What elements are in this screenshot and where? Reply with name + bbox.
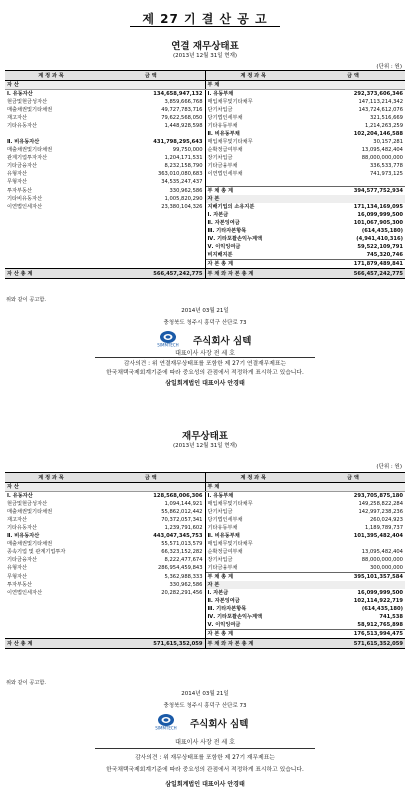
asset-amount: 1,239,791,602 — [164, 525, 203, 531]
asset-amount: 70,372,057,341 — [161, 517, 203, 523]
liability-equity-amount: 59,522,109,791 — [357, 244, 403, 250]
asset-amount: 1,448,928,598 — [164, 123, 203, 129]
liability-equity-account: 단기차입금 — [205, 508, 301, 516]
liability-equity-amount: 16,099,999,500 — [357, 212, 403, 218]
asset-account: 기타금융자산 — [7, 557, 38, 563]
liability-equity-amount: 88,000,000,000 — [361, 155, 403, 161]
liability-equity-amount: 395,101,357,584 — [301, 573, 405, 582]
table-row — [5, 235, 405, 243]
company-name: 주식회사 심텍 — [193, 336, 252, 347]
table-row — [5, 540, 405, 548]
asset-account — [5, 613, 97, 621]
asset-account — [5, 630, 97, 639]
header-account: 계 정 과 목 — [205, 473, 301, 483]
separate-unit-label: (단위 : 원) — [376, 464, 402, 470]
company-address-2: 충청북도 청주시 흥덕구 산단로 73 — [163, 703, 247, 709]
asset-account: 자 산 — [5, 483, 97, 492]
liability-equity-amount — [301, 540, 405, 548]
table-row — [5, 613, 405, 621]
table-row — [5, 556, 405, 564]
asset-amount: 128,568,006,306 — [153, 493, 203, 499]
asset-account: 종속기업 및 관계기업투자 — [7, 549, 66, 555]
table-row — [5, 621, 405, 630]
liability-equity-account: 부 채 총 계 — [205, 187, 301, 196]
asset-account: 기타금융자산 — [7, 163, 38, 169]
asset-amount: 79,622,568,050 — [161, 115, 203, 121]
total-assets-label: 자 산 총 계 — [5, 639, 97, 649]
liability-equity-account: Ⅱ. 비유동부채 — [205, 130, 301, 138]
liability-equity-account: 자 본 총 계 — [205, 260, 301, 269]
asset-account: 재고자산 — [7, 115, 28, 121]
consolidated-statement-title: 연결 재무상태표 — [171, 41, 239, 52]
liability-equity-account: Ⅲ. 기타자본항목 — [205, 227, 301, 235]
asset-account: 재고자산 — [7, 517, 28, 523]
liability-equity-amount: 101,067,905,300 — [353, 220, 403, 226]
asset-amount: 8,222,477,674 — [164, 557, 203, 563]
total-assets-amount: 571,615,352,059 — [97, 639, 205, 649]
asset-account — [5, 211, 97, 219]
liability-equity-amount: 745,320,746 — [366, 252, 403, 258]
divider-2 — [95, 748, 315, 749]
liability-equity-account: 당기법인세부채 — [205, 114, 301, 122]
asset-account: 무형자산 — [7, 573, 28, 580]
header-amount: 금 액 — [301, 71, 405, 81]
table-header-row — [5, 71, 405, 81]
liability-equity-amount: 1,189,789,737 — [365, 525, 403, 531]
audit-opinion-line1: 감사의견 : 위 연결재무상태표를 포함한 제 27기 연결재무제표는 — [123, 361, 287, 367]
asset-amount — [97, 243, 205, 251]
liability-equity-account: Ⅰ. 자본금 — [205, 211, 301, 219]
liability-equity-amount: 171,879,489,841 — [301, 260, 405, 269]
asset-account: Ⅱ. 비유동자산 — [7, 533, 40, 539]
asset-amount: 330,962,586 — [169, 187, 203, 194]
table-row — [5, 211, 405, 219]
table-row — [5, 178, 405, 187]
liability-equity-amount — [301, 178, 405, 187]
table-row — [5, 114, 405, 122]
liability-equity-amount: 101,395,482,404 — [353, 533, 403, 539]
company-logo-2 — [146, 713, 186, 735]
table-row — [5, 90, 405, 99]
liability-equity-amount: 293,705,875,180 — [353, 493, 403, 499]
header-amount: 금 액 — [97, 473, 205, 483]
liability-equity-account: 매입채무및기타채무 — [205, 500, 301, 508]
liability-equity-account: 매입채무및기타채무 — [205, 98, 301, 106]
asset-account: Ⅰ. 유동자산 — [7, 493, 33, 499]
liability-equity-amount: 394,577,752,934 — [301, 187, 405, 196]
separate-balance-sheet-table — [5, 472, 405, 649]
liability-equity-amount: 292,373,606,346 — [353, 91, 403, 97]
liability-equity-account: 장기차입금 — [205, 154, 301, 162]
liability-equity-amount: 58,912,765,898 — [357, 622, 403, 628]
asset-amount — [97, 597, 205, 605]
asset-amount — [97, 630, 205, 639]
asset-account: 기타유동자산 — [7, 525, 38, 531]
asset-amount: 330,962,586 — [169, 582, 203, 588]
asset-amount: 23,380,104,326 — [161, 204, 203, 210]
total-liabilities-equity-label: 부 채 와 자 본 총 계 — [205, 639, 301, 649]
asset-amount: 3,859,666,768 — [164, 99, 203, 105]
table-row — [5, 227, 405, 235]
asset-account: 투자부동산 — [7, 187, 33, 194]
liability-equity-amount: 147,113,214,342 — [358, 99, 403, 105]
asset-account — [5, 130, 97, 138]
liability-equity-amount: (614,435,180) — [361, 228, 403, 234]
ceo-name: 대표이사 사장 전 세 호 — [175, 350, 235, 357]
liability-equity-amount: 13,095,482,404 — [361, 147, 403, 153]
liability-equity-account: Ⅰ. 유동부채 — [205, 90, 301, 99]
asset-amount: 34,535,247,437 — [161, 179, 203, 186]
total-liabilities-equity-amount: 566,457,242,775 — [301, 269, 405, 279]
liability-equity-account: Ⅲ. 기타자본항목 — [205, 605, 301, 613]
liability-equity-account: 장기차입금 — [205, 556, 301, 564]
asset-amount: 55,862,012,442 — [161, 509, 203, 515]
liability-equity-account: Ⅱ. 자본잉여금 — [205, 219, 301, 227]
liability-equity-amount: 741,973,125 — [369, 171, 403, 177]
audit-opinion-2-line2: 한국채택국제회계기준에 따라 중요성의 관점에서 적정하게 표시하고 있습니다. — [106, 767, 304, 773]
asset-account: 유형자산 — [7, 171, 28, 177]
liability-equity-amount: 1,214,263,259 — [365, 123, 403, 129]
asset-account — [5, 235, 97, 243]
table-row — [5, 98, 405, 106]
liability-equity-amount: 13,095,482,404 — [361, 549, 403, 555]
table-row — [5, 130, 405, 138]
asset-account: 무형자산 — [7, 179, 28, 186]
liability-equity-account: 순확정급여부채 — [205, 146, 301, 154]
asset-account: 기타비유동자산 — [7, 196, 43, 202]
liability-equity-account: Ⅱ. 비유동부채 — [205, 532, 301, 540]
table-total-row — [5, 269, 405, 279]
asset-amount: 1,204,171,531 — [164, 155, 203, 161]
asset-account: 현금및현금성자산 — [7, 501, 48, 507]
total-liabilities-equity-amount: 571,615,352,059 — [301, 639, 405, 649]
table-row — [5, 605, 405, 613]
asset-amount: 20,282,291,456 — [161, 590, 203, 596]
liability-equity-account: 이연법인세부채 — [205, 170, 301, 178]
asset-amount — [97, 130, 205, 138]
asset-account — [5, 260, 97, 269]
header-account: 계 정 과 목 — [5, 473, 97, 483]
announcement-date-2: 2014년 03월 21일 — [181, 691, 229, 697]
asset-amount: 8,232,158,790 — [164, 163, 203, 169]
asset-amount — [97, 613, 205, 621]
liability-equity-amount: (614,435,180) — [361, 606, 403, 612]
asset-amount: 99,750,000 — [172, 147, 203, 153]
company-name-2: 주식회사 심텍 — [190, 719, 249, 730]
total-assets-label: 자 산 총 계 — [5, 269, 97, 279]
liability-equity-account: Ⅰ. 유동부채 — [205, 492, 301, 501]
announcement-note-2: 위와 같이 공고함. — [6, 680, 47, 686]
liability-equity-account: 기타유동부채 — [205, 122, 301, 130]
asset-account: 이연법인세자산 — [7, 204, 43, 210]
asset-amount — [97, 227, 205, 235]
liability-equity-amount: 300,000,000 — [369, 565, 403, 571]
table-row — [5, 548, 405, 556]
table-row — [5, 251, 405, 260]
svg-text:SIMMTECH: SIMMTECH — [157, 342, 179, 348]
asset-amount: 286,954,459,843 — [157, 565, 203, 572]
asset-account — [5, 597, 97, 605]
liability-equity-account: 비지배지분 — [205, 251, 301, 260]
announcement-date: 2014년 03월 21일 — [181, 308, 229, 314]
table-row — [5, 524, 405, 532]
asset-account: 관계기업투자자산 — [7, 155, 48, 161]
table-row — [5, 492, 405, 501]
asset-amount: 66,323,152,282 — [161, 549, 203, 555]
liability-equity-account: 부 채 총 계 — [205, 573, 301, 582]
liability-equity-account: 자 본 — [205, 195, 301, 203]
asset-amount: 1,094,144,921 — [164, 501, 203, 507]
audit-opinion-line2: 한국채택국제회계기준에 따라 중요성의 관점에서 적정하게 표시하고 있습니다. — [106, 370, 304, 376]
liability-equity-account: 부 채 — [205, 81, 301, 90]
asset-amount: 134,658,947,132 — [153, 91, 203, 97]
liability-equity-amount — [301, 195, 405, 203]
auditor-name-2: 삼일회계법인 대표이사 안경태 — [165, 781, 245, 788]
asset-amount: 363,010,080,683 — [157, 171, 203, 177]
table-row — [5, 630, 405, 639]
asset-account — [5, 621, 97, 630]
table-row — [5, 122, 405, 130]
table-row — [5, 532, 405, 540]
liability-equity-amount: 16,099,999,500 — [357, 590, 403, 596]
liability-equity-account: Ⅴ. 이익잉여금 — [205, 621, 301, 630]
asset-account: Ⅰ. 유동자산 — [7, 91, 33, 97]
asset-amount: 5,362,988,333 — [164, 573, 203, 580]
liability-equity-account: 매입채무및기타채무 — [205, 138, 301, 146]
liability-equity-amount: 102,204,146,588 — [353, 131, 403, 137]
table-header-row — [5, 473, 405, 483]
table-row — [5, 483, 405, 492]
liability-equity-amount: 336,533,778 — [369, 163, 403, 169]
asset-account: 매출채권및기타채권 — [7, 509, 53, 515]
liability-equity-account: 당기법인세부채 — [205, 516, 301, 524]
table-row — [5, 516, 405, 524]
liability-equity-account: Ⅳ. 기타포괄손익누계액 — [205, 235, 301, 243]
liability-equity-amount: 171,134,169,095 — [353, 204, 403, 210]
table-row — [5, 597, 405, 605]
asset-account — [5, 227, 97, 235]
asset-amount — [97, 251, 205, 260]
asset-account: Ⅱ. 비유동자산 — [7, 139, 40, 145]
liability-equity-account: Ⅴ. 이익잉여금 — [205, 243, 301, 251]
table-total-row — [5, 639, 405, 649]
liability-equity-amount: 30,157,281 — [373, 139, 403, 145]
liability-equity-amount: 741,538 — [379, 614, 403, 620]
announcement-note: 위와 같이 공고함. — [6, 297, 47, 303]
header-account: 계 정 과 목 — [5, 71, 97, 81]
liability-equity-amount: 176,513,994,475 — [301, 630, 405, 639]
liability-equity-amount — [301, 81, 405, 90]
table-row — [5, 138, 405, 146]
liability-equity-account: 단기차입금 — [205, 106, 301, 114]
separate-statement-date: (2013년 12월 31일 현재) — [172, 443, 238, 449]
consolidated-statement-date: (2013년 12월 31일 현재) — [172, 53, 238, 59]
liability-equity-account: 매입채무및기타채무 — [205, 540, 301, 548]
asset-account: 자 산 — [5, 81, 97, 90]
table-row — [5, 589, 405, 597]
liability-equity-account: Ⅱ. 자본잉여금 — [205, 597, 301, 605]
audit-opinion-2-line1: 감사의견 : 위 재무상태표를 포함한 제 27기 재무제표는 — [135, 755, 275, 761]
table-row — [5, 573, 405, 582]
table-row — [5, 260, 405, 269]
liability-equity-account: 지배기업의 소유지분 — [205, 203, 301, 211]
table-row — [5, 564, 405, 573]
header-amount: 금 액 — [301, 473, 405, 483]
table-row — [5, 106, 405, 114]
liability-equity-amount: 88,000,000,000 — [361, 557, 403, 563]
asset-account — [5, 243, 97, 251]
liability-equity-amount — [301, 483, 405, 492]
asset-account: 매출채권및기타채권 — [7, 147, 53, 153]
company-address: 충청북도 청주시 흥덕구 산단로 73 — [163, 320, 247, 326]
liability-equity-account: Ⅳ. 기타포괄손익누계액 — [205, 613, 301, 621]
liability-equity-amount: 260,024,923 — [369, 517, 403, 523]
table-row — [5, 154, 405, 162]
liability-equity-account: 기타금융부채 — [205, 162, 301, 170]
total-liabilities-equity-label: 부 채 와 자 본 총 계 — [205, 269, 301, 279]
asset-amount: 49,727,783,716 — [161, 107, 203, 113]
auditor-name: 삼일회계법인 대표이사 안경태 — [165, 380, 245, 387]
asset-account: 이연법인세자산 — [7, 590, 43, 596]
asset-amount — [97, 260, 205, 269]
asset-amount — [97, 235, 205, 243]
consolidated-unit-label: (단위 : 원) — [376, 64, 402, 70]
liability-equity-account: Ⅰ. 자본금 — [205, 589, 301, 597]
asset-amount: 443,047,345,753 — [153, 533, 203, 539]
table-row — [5, 162, 405, 170]
table-row — [5, 203, 405, 211]
table-row — [5, 195, 405, 203]
header-amount: 금 액 — [97, 71, 205, 81]
header-account: 계 정 과 목 — [205, 71, 301, 81]
asset-account — [5, 251, 97, 260]
table-row — [5, 146, 405, 154]
liability-equity-amount: 143,724,612,076 — [358, 107, 403, 113]
asset-amount — [97, 81, 205, 90]
asset-account: 기타유동자산 — [7, 123, 38, 129]
asset-amount: 431,798,295,643 — [153, 139, 203, 145]
table-row — [5, 243, 405, 251]
table-row — [5, 219, 405, 227]
asset-account — [5, 219, 97, 227]
total-assets-amount: 566,457,242,775 — [97, 269, 205, 279]
asset-amount: 55,571,013,579 — [161, 541, 203, 547]
ceo-name-2: 대표이사 사장 전 세 호 — [175, 739, 235, 746]
separate-statement-title: 재무상태표 — [182, 431, 228, 442]
liability-equity-account — [205, 178, 301, 187]
table-row — [5, 170, 405, 178]
liability-equity-amount: 149,258,822,284 — [358, 501, 403, 507]
liability-equity-account: 자 본 — [205, 581, 301, 589]
liability-equity-account: 부 채 — [205, 483, 301, 492]
asset-account — [5, 605, 97, 613]
asset-account: 유형자산 — [7, 565, 28, 572]
table-row — [5, 500, 405, 508]
asset-amount: 1,005,820,290 — [164, 196, 203, 202]
asset-account: 매출채권및기타채권 — [7, 541, 53, 547]
liability-equity-account: 기타금융부채 — [205, 564, 301, 573]
asset-amount — [97, 483, 205, 492]
liability-equity-amount — [301, 581, 405, 589]
asset-account: 현금및현금성자산 — [7, 99, 48, 105]
asset-amount — [97, 211, 205, 219]
table-row — [5, 187, 405, 196]
asset-amount — [97, 605, 205, 613]
table-row — [5, 81, 405, 90]
consolidated-balance-sheet-table — [5, 70, 405, 279]
liability-equity-account: 기타유동부채 — [205, 524, 301, 532]
liability-equity-amount: (4,941,410,316) — [356, 236, 403, 242]
liability-equity-account: 순확정급여부채 — [205, 548, 301, 556]
asset-account: 매출채권및기타채권 — [7, 107, 53, 113]
asset-amount — [97, 621, 205, 630]
asset-amount — [97, 219, 205, 227]
asset-account: 투자부동산 — [7, 582, 33, 588]
liability-equity-amount: 321,516,669 — [369, 115, 403, 121]
title-underline — [130, 26, 280, 27]
liability-equity-amount: 102,114,922,719 — [353, 598, 403, 604]
table-row — [5, 508, 405, 516]
svg-text:SIMMTECH: SIMMTECH — [155, 725, 177, 731]
liability-equity-amount: 142,997,238,236 — [358, 509, 403, 515]
page-title: 제 27 기 결 산 공 고 — [142, 12, 268, 26]
table-row — [5, 581, 405, 589]
liability-equity-account: 자 본 총 계 — [205, 630, 301, 639]
